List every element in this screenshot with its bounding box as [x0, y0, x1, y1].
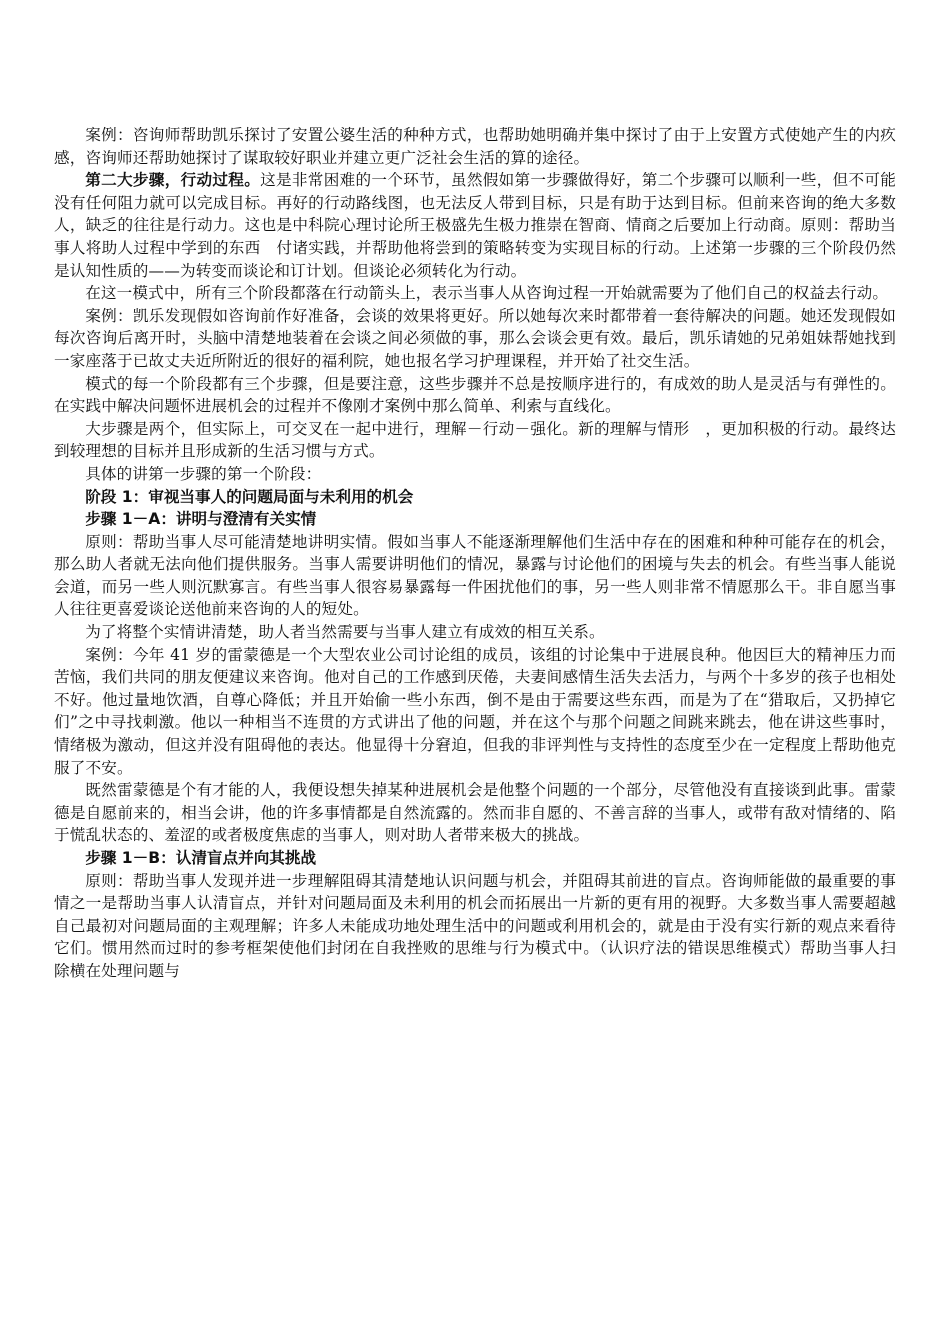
paragraph-case-kaile-2: 案例：凯乐发现假如咨询前作好准备，会谈的效果将更好。所以她每次来时都带着一套待解决的问题。她还发现假如每次咨询后离开时，头脑中清楚地装着在会谈之间必须做的事，那么会谈会更有效。最后，凯乐请她的兄弟姐妹帮她找到一家座落于已故丈夫近所附近的很好的福利院，她也报名学习护理课程，并开始了社交生活。	[54, 306, 896, 370]
step-two-heading: 第二大步骤，行动过程。	[85, 171, 261, 190]
paragraph-intro-stage: 具体的讲第一步骤的第一个阶段：	[85, 464, 322, 483]
paragraph-case-raymond: 案例：今年 41 岁的雷蒙德是一个大型农业公司讨论组的成员，该组的讨论集中于进展良种。他因巨大的精神压力而苦恼，我们共同的朋友便建议来咨询。他对自己的工作感到厌倦，夫妻间感情生活失去活力，与两个十多岁的孩子也相处不好。他过量地饮酒，自尊心降低；并且开始偷一些小东西，倒不是由于需要这些东西，而是为了在“猎取后，又扔掉它们”之中寻找刺激。他以一种相当不连贯的方式讲出了他的问题，并在这个与那个问题之间跳来跳去，他在讲这些事时，情绪极为激动，但这并没有阻碍他的表达。他显得十分窘迫，但我的非评判性与支持性的态度至少在一定程度上帮助他克服了不安。	[54, 645, 896, 777]
paragraph-model-action: 在这一模式中，所有三个阶段都落在行动箭头上，表示当事人从咨询过程一开始就需要为了他们自己的权益去行动。	[85, 284, 889, 303]
paragraph-case-kaile-1: 案例：咨询师帮助凯乐探讨了安置公婆生活的种种方式，也帮助她明确并集中探讨了由于上安置方式使她产生的内疚感，咨询师还帮助她探讨了谋取较好职业并建立更广泛社会生活的算的途径。	[54, 126, 896, 167]
heading-stage-1: 阶段 1：审视当事人的问题局面与未利用的机会	[85, 487, 414, 506]
paragraph-model-stages: 模式的每一个阶段都有三个步骤，但是要注意，这些步骤并不总是按顺序进行的，有成效的助人是灵活与有弹性的。在实践中解决问题怀进展机会的过程并不像刚才案例中那么简单、利索与直线化。	[54, 374, 896, 416]
paragraph-raymond-analysis: 既然雷蒙德是个有才能的人，我便设想失掉某种进展机会是他整个问题的一个部分，尽管他没有直接谈到此事。雷蒙德是自愿前来的，相当会讲，他的许多事情都是自然流露的。然而非自愿的、不善言辞的当事人，或带有敌对情绪的、陷于慌乱状态的、羞涩的或者极度焦虑的当事人，则对助人者带来极大的挑战。	[54, 781, 896, 845]
document-page	[54, 124, 896, 983]
paragraph-two-steps: 大步骤是两个，但实际上，可交叉在一起中进行，理解－行动－强化。新的理解与情形 ，更加积极的行动。最终达到较理想的目标并且形成新的生活习惯与方式。	[54, 419, 896, 461]
step-two-body: 这是非常困难的一个环节，虽然假如第一步骤做得好，第二个步骤可以顺利一些，但不可能没有任何阻力就可以完成目标。再好的行动路线图，也无法反人带到目标，只是有助于达到目标。但前来咨询的绝大多数人，缺乏的往往是行动力。这也是中科院心理讨论所王极盛先生极力推崇在智商、情商之后要加上行动商。原则：帮助当事人将助人过程中学到的东西 付诸实践，并帮助他将尝到的策略转变为实现目标的行动。上述第一步骤的三个阶段仍然是认知性质的——为转变而谈论和订计划。但谈论必须转化为行动。	[54, 171, 896, 280]
heading-step-1a: 步骤 1－A：讲明与澄清有关实情	[85, 510, 317, 529]
heading-step-1b: 步骤 1－B：认清盲点并向其挑战	[85, 849, 317, 867]
paragraph-relationship: 为了将整个实情讲清楚，助人者当然需要与当事人建立有成效的相互关系。	[85, 623, 605, 642]
paragraph-principle-1a: 原则：帮助当事人尽可能清楚地讲明实情。假如当事人不能逐渐理解他们生活中存在的困难和种种可能存在的机会，那么助人者就无法向他们提供服务。当事人需要讲明他们的情况，暴露与讨论他们的困境与失去的机会。有些当事人能说会道，而另一些人则沉默寡言。有些当事人很容易暴露每一件困扰他们的事，另一些人则非常不情愿那么干。非自愿当事人往往更喜爱谈论送他前来咨询的人的短处。	[54, 532, 896, 619]
paragraph-principle-1b: 原则：帮助当事人发现并进一步理解阻碍其清楚地认识问题与机会，并阻碍其前进的盲点。咨询师能做的最重要的事情之一是帮助当事人认清盲点，并针对问题局面及未利用的机会而拓展出一片新的更有用的视野。大多数当事人需要超越自己最初对问题局面的主观理解；许多人未能成功地处理生活中的问题或利用机会的，就是由于没有实行新的观点来看待它们。惯用然而过时的参考框架使他们封闭在自我挫败的思维与行为模式中。（认识疗法的错误思维模式）帮助当事人扫除横在处理问题与	[54, 871, 896, 980]
paragraph-step-two	[54, 169, 896, 282]
